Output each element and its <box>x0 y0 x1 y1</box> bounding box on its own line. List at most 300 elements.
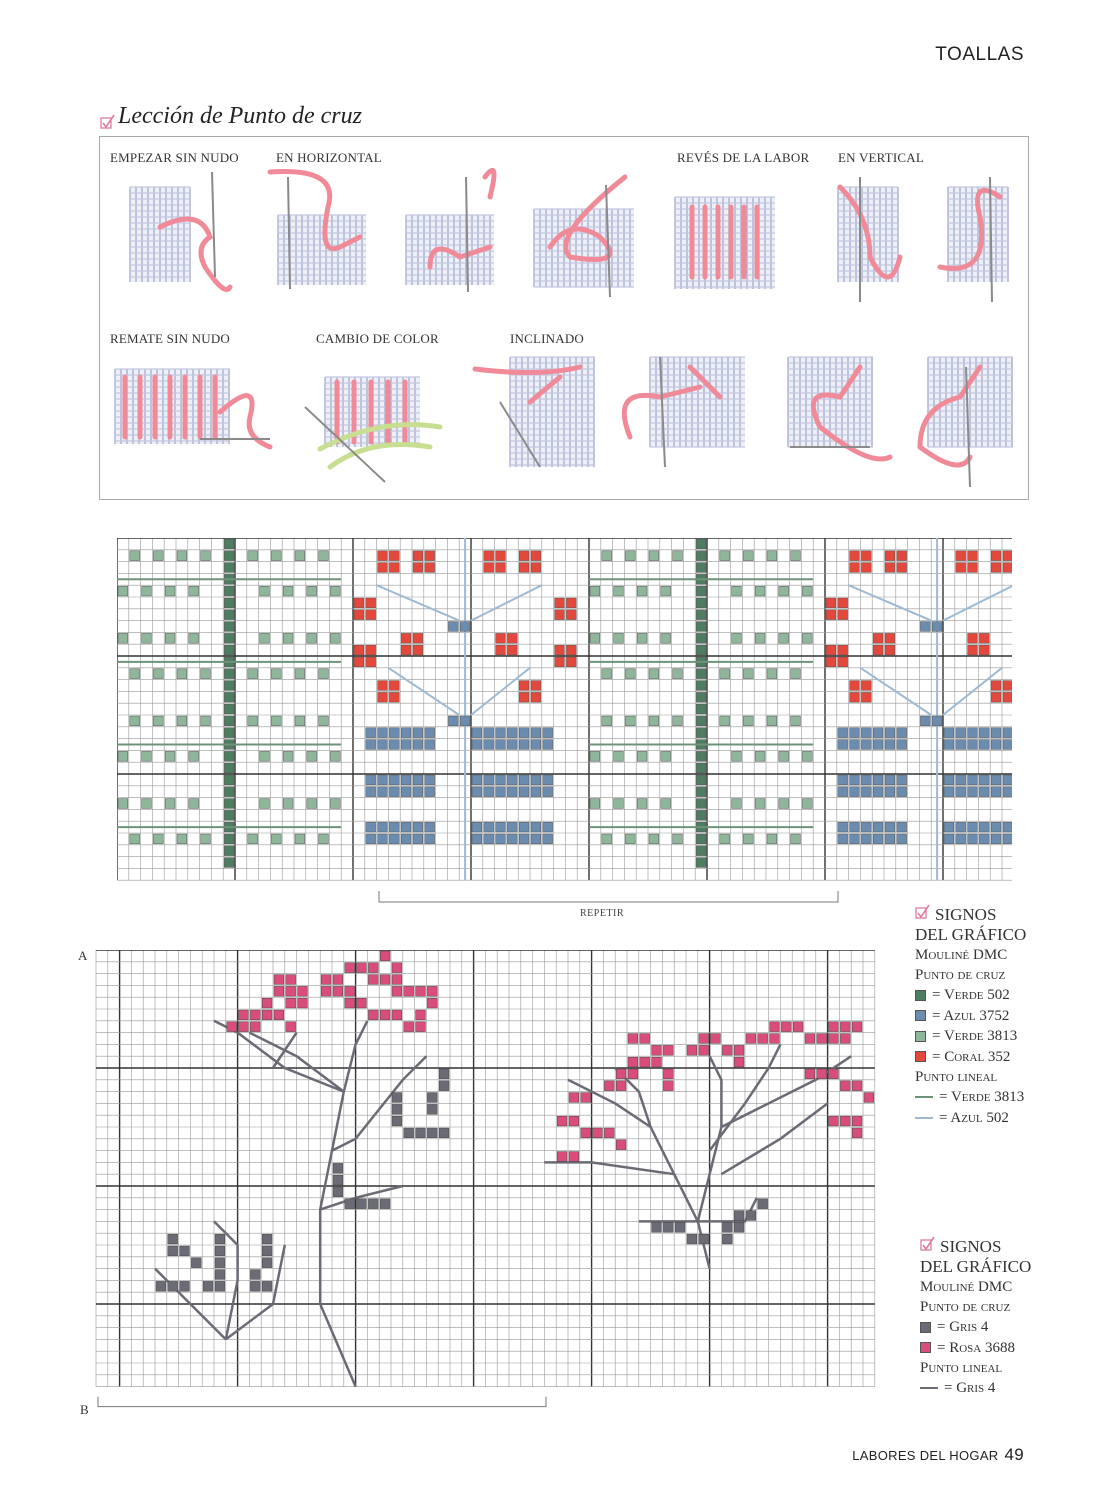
stitch-gris4 <box>392 1116 402 1126</box>
stitch-verde3813 <box>614 633 624 643</box>
stitch-verde3813 <box>802 586 812 596</box>
stitch-azul3752 <box>378 728 388 738</box>
stitch-azul3752 <box>838 728 848 738</box>
stitch-gris4 <box>262 1258 272 1268</box>
stitch-rosa3688 <box>852 1116 862 1126</box>
legend1-line: = Azul 502 <box>939 1109 1009 1126</box>
stitch-azul3752 <box>968 787 978 797</box>
stitch-verde3813 <box>295 834 305 844</box>
stitch-rosa3688 <box>286 1022 296 1032</box>
legend2-brand: Mouliné DMC <box>920 1279 1013 1295</box>
stitch-rosa3688 <box>722 1045 732 1055</box>
stitch-rosa3688 <box>711 1034 721 1044</box>
stitch-azul3752 <box>850 822 860 832</box>
stitch-gris4 <box>427 1104 437 1114</box>
stitch-verde3813 <box>177 551 187 561</box>
stitch-azul3752 <box>897 740 907 750</box>
backstitch-azul <box>377 585 460 620</box>
stitch-rosa3688 <box>321 986 331 996</box>
stitch-verde3813 <box>295 551 305 561</box>
stitch-verde3813 <box>791 834 801 844</box>
stitch-verde3813 <box>271 669 281 679</box>
stitch-rosa3688 <box>734 1045 744 1055</box>
stitch-gris4 <box>180 1281 190 1291</box>
stitch-coral352 <box>555 657 565 667</box>
stitch-azul3752 <box>956 775 966 785</box>
stitch-coral352 <box>850 551 860 561</box>
stitch-verde3813 <box>614 799 624 809</box>
stitch-azul3752 <box>531 822 541 832</box>
stitch-azul3752 <box>507 834 517 844</box>
stitch-verde3813 <box>153 716 163 726</box>
stitch-coral352 <box>956 551 966 561</box>
stitch-azul3752 <box>968 834 978 844</box>
stitch-verde3813 <box>248 669 258 679</box>
stitch-verde502 <box>224 586 234 596</box>
legend2-item: = Rosa 3688 <box>937 1339 1015 1356</box>
stitch-gris4 <box>663 1222 673 1232</box>
stitch-verde3813 <box>130 551 140 561</box>
stitch-verde502 <box>696 787 706 797</box>
stitch-coral352 <box>354 657 364 667</box>
stitch-azul3752 <box>378 775 388 785</box>
legend1-line: = Verde 3813 <box>939 1089 1025 1105</box>
stitch-rosa3688 <box>427 998 437 1008</box>
stitch-verde3813 <box>661 799 671 809</box>
axis-label-a: A <box>78 948 88 963</box>
stitch-rosa3688 <box>628 1057 638 1067</box>
stitch-azul3752 <box>897 834 907 844</box>
stitch-verde502 <box>696 681 706 691</box>
stitch-rosa3688 <box>616 1069 626 1079</box>
stitch-coral352 <box>401 633 411 643</box>
stitch-rosa3688 <box>380 975 390 985</box>
stitch-azul3752 <box>484 740 494 750</box>
line-azul502 <box>915 1117 933 1119</box>
stitch-verde502 <box>224 775 234 785</box>
stitch-azul3752 <box>861 740 871 750</box>
stitch-azul3752 <box>1003 740 1012 750</box>
stitch-azul3752 <box>448 622 458 632</box>
stitch-azul3752 <box>956 787 966 797</box>
step-label-empezar: EMPEZAR SIN NUDO <box>110 150 239 165</box>
stitch-verde3813 <box>802 751 812 761</box>
stitch-gris4 <box>345 1199 355 1209</box>
stitch-gris4 <box>427 1093 437 1103</box>
stitch-verde3813 <box>767 834 777 844</box>
stitch-rosa3688 <box>852 1128 862 1138</box>
stitch-azul3752 <box>472 740 482 750</box>
stitch-verde3813 <box>590 799 600 809</box>
stitch-coral352 <box>366 610 376 620</box>
stitch-azul3752 <box>944 728 954 738</box>
stitch-coral352 <box>519 551 529 561</box>
symbol-rosa3688 <box>920 1342 931 1353</box>
stitch-rosa3688 <box>805 1034 815 1044</box>
stitch-rosa3688 <box>298 998 308 1008</box>
stitch-gris4 <box>392 1104 402 1114</box>
stitch-rosa3688 <box>593 1128 603 1138</box>
legend1-heading2: DEL GRÁFICO <box>915 925 1027 944</box>
stitch-gris4 <box>215 1270 225 1280</box>
stitch-azul3752 <box>531 787 541 797</box>
stitch-verde3813 <box>732 633 742 643</box>
stitch-verde502 <box>224 563 234 573</box>
stitch-verde3813 <box>189 633 199 643</box>
stitch-coral352 <box>826 598 836 608</box>
stitch-gris4 <box>215 1281 225 1291</box>
stitch-coral352 <box>496 563 506 573</box>
stitch-verde502 <box>696 704 706 714</box>
stitch-azul3752 <box>389 787 399 797</box>
stitch-azul3752 <box>1003 834 1012 844</box>
stitch-verde3813 <box>779 633 789 643</box>
stitch-rosa3688 <box>298 986 308 996</box>
stitch-verde3813 <box>673 834 683 844</box>
stitch-gris4 <box>734 1211 744 1221</box>
stitch-rosa3688 <box>840 1081 850 1091</box>
stitch-coral352 <box>873 645 883 655</box>
stitch-rosa3688 <box>392 1010 402 1020</box>
stitch-azul3752 <box>401 728 411 738</box>
legend1-brand: Mouliné DMC <box>915 947 1008 963</box>
check-icon <box>915 904 931 925</box>
stitch-gris4 <box>675 1222 685 1232</box>
stitch-rosa3688 <box>286 986 296 996</box>
legend2-heading1: SIGNOS <box>940 1236 1002 1256</box>
stitch-coral352 <box>531 551 541 561</box>
stitch-verde3813 <box>260 751 270 761</box>
stitch-rosa3688 <box>829 1034 839 1044</box>
stitch-coral352 <box>425 551 435 561</box>
legend2-cross: Punto de cruz <box>920 1299 1011 1315</box>
stitch-azul3752 <box>897 787 907 797</box>
stitch-verde3813 <box>165 633 175 643</box>
bracket-ab <box>98 1397 546 1407</box>
stitch-coral352 <box>991 681 1001 691</box>
lesson-illustrations <box>100 137 1028 499</box>
stitch-gris4 <box>203 1281 213 1291</box>
stitch-gris4 <box>652 1222 662 1232</box>
stitch-rosa3688 <box>581 1093 591 1103</box>
stitch-coral352 <box>885 563 895 573</box>
stitch-verde3813 <box>130 669 140 679</box>
stitch-azul3752 <box>413 728 423 738</box>
stitch-verde3813 <box>142 633 152 643</box>
stitch-coral352 <box>838 598 848 608</box>
stitch-verde3813 <box>307 633 317 643</box>
stitch-verde502 <box>696 858 706 868</box>
legend1-item: = Azul 3752 <box>932 1007 1010 1024</box>
stitch-azul3752 <box>850 775 860 785</box>
stitch-azul3752 <box>425 822 435 832</box>
stitch-coral352 <box>991 563 1001 573</box>
stitch-coral352 <box>991 551 1001 561</box>
stitch-rosa3688 <box>817 1034 827 1044</box>
stitch-coral352 <box>979 633 989 643</box>
check-icon <box>920 1236 936 1257</box>
stitch-verde3813 <box>189 586 199 596</box>
stitch-azul3752 <box>413 822 423 832</box>
stitch-azul3752 <box>484 834 494 844</box>
stitch-azul3752 <box>885 787 895 797</box>
stitch-coral352 <box>425 563 435 573</box>
stitch-verde3813 <box>720 716 730 726</box>
stitch-azul3752 <box>873 775 883 785</box>
stitch-coral352 <box>389 681 399 691</box>
stitch-azul3752 <box>991 787 1001 797</box>
stitch-azul3752 <box>413 740 423 750</box>
stitch-coral352 <box>531 563 541 573</box>
stitch-azul3752 <box>472 787 482 797</box>
stitch-azul3752 <box>401 834 411 844</box>
stitch-verde3813 <box>590 633 600 643</box>
symbol-gris4 <box>920 1322 931 1333</box>
stitch-verde502 <box>224 633 234 643</box>
stitch-gris4 <box>168 1234 178 1244</box>
stitch-rosa3688 <box>416 1022 426 1032</box>
stitch-azul3752 <box>543 728 553 738</box>
stitch-verde3813 <box>743 716 753 726</box>
stitch-rosa3688 <box>852 1081 862 1091</box>
stitch-azul3752 <box>956 740 966 750</box>
stitch-gris4 <box>262 1281 272 1291</box>
stitch-rosa3688 <box>746 1034 756 1044</box>
stitch-rosa3688 <box>699 1045 709 1055</box>
stitch-gris4 <box>439 1081 449 1091</box>
stitch-verde3813 <box>295 669 305 679</box>
stitch-rosa3688 <box>604 1128 614 1138</box>
stitch-coral352 <box>838 610 848 620</box>
stitch-azul3752 <box>838 740 848 750</box>
stitch-azul3752 <box>850 728 860 738</box>
stitch-gris4 <box>156 1281 166 1291</box>
stitch-rosa3688 <box>628 1069 638 1079</box>
stitch-rosa3688 <box>262 1010 272 1020</box>
stitch-azul3752 <box>519 822 529 832</box>
stitch-azul3752 <box>932 622 942 632</box>
stitch-azul3752 <box>472 834 482 844</box>
stitch-verde3813 <box>732 751 742 761</box>
stitch-azul3752 <box>920 716 930 726</box>
stitch-verde3813 <box>637 586 647 596</box>
legend1-cross: Punto de cruz <box>915 967 1006 983</box>
stitch-coral352 <box>873 633 883 643</box>
stitch-azul3752 <box>401 787 411 797</box>
stitch-verde502 <box>224 834 234 844</box>
stitch-azul3752 <box>496 787 506 797</box>
stitch-verde3813 <box>283 799 293 809</box>
stitch-coral352 <box>850 681 860 691</box>
stitch-verde3813 <box>330 586 340 596</box>
stitch-rosa3688 <box>274 975 284 985</box>
stitch-verde3813 <box>118 586 128 596</box>
stitch-azul3752 <box>838 822 848 832</box>
stitch-verde3813 <box>260 586 270 596</box>
stitch-verde502 <box>696 763 706 773</box>
stitch-verde502 <box>224 551 234 561</box>
stitch-verde3813 <box>307 799 317 809</box>
stitch-azul3752 <box>389 822 399 832</box>
stitch-azul3752 <box>956 822 966 832</box>
stitch-azul3752 <box>944 740 954 750</box>
stitch-azul3752 <box>496 822 506 832</box>
stitch-coral352 <box>885 551 895 561</box>
legend1-item: = Coral 352 <box>932 1048 1011 1065</box>
stitch-rosa3688 <box>557 1152 567 1162</box>
stitch-verde3813 <box>637 633 647 643</box>
stitch-rosa3688 <box>793 1022 803 1032</box>
stitch-verde502 <box>224 751 234 761</box>
stitch-rosa3688 <box>781 1022 791 1032</box>
stitch-rosa3688 <box>817 1069 827 1079</box>
stitch-verde502 <box>696 610 706 620</box>
stitch-rosa3688 <box>392 986 402 996</box>
repeat-bracket <box>378 890 840 906</box>
stitch-azul3752 <box>897 728 907 738</box>
stitch-azul3752 <box>484 787 494 797</box>
stitch-coral352 <box>968 633 978 643</box>
stitch-verde502 <box>224 610 234 620</box>
stitch-coral352 <box>826 645 836 655</box>
legend1-line-title: Punto lineal <box>915 1069 998 1085</box>
stitch-gris4 <box>215 1258 225 1268</box>
stitch-gris4 <box>722 1222 732 1232</box>
stitch-azul3752 <box>425 787 435 797</box>
stitch-gris4 <box>734 1222 744 1232</box>
stitch-rosa3688 <box>557 1116 567 1126</box>
stitch-verde3813 <box>201 834 211 844</box>
symbol-verde502 <box>915 990 926 1001</box>
stitch-verde3813 <box>319 551 329 561</box>
stitch-rosa3688 <box>321 975 331 985</box>
repeat-label: REPETIR <box>580 908 625 919</box>
symbol-coral352 <box>915 1051 926 1062</box>
thread <box>330 445 430 468</box>
stitch-verde3813 <box>283 751 293 761</box>
stitch-coral352 <box>861 681 871 691</box>
stitch-verde3813 <box>319 669 329 679</box>
stitch-azul3752 <box>944 775 954 785</box>
stitch-verde3813 <box>330 799 340 809</box>
stitch-coral352 <box>413 645 423 655</box>
stitch-gris4 <box>687 1234 697 1244</box>
stitch-rosa3688 <box>616 1140 626 1150</box>
stitch-verde502 <box>696 563 706 573</box>
stitch-verde3813 <box>142 799 152 809</box>
stitch-azul3752 <box>932 716 942 726</box>
stitch-azul3752 <box>472 775 482 785</box>
grid <box>96 950 875 1387</box>
stitch-verde502 <box>696 716 706 726</box>
step-label-cambio: CAMBIO DE COLOR <box>316 331 439 346</box>
stitch-azul3752 <box>838 775 848 785</box>
stitch-verde3813 <box>755 586 765 596</box>
stitch-azul3752 <box>531 740 541 750</box>
stitch-verde3813 <box>602 716 612 726</box>
stitch-azul3752 <box>413 834 423 844</box>
stitch-rosa3688 <box>392 963 402 973</box>
legend2-line-title: Punto lineal <box>920 1360 1003 1376</box>
stitch-azul3752 <box>873 740 883 750</box>
stitch-coral352 <box>968 645 978 655</box>
stitch-coral352 <box>826 610 836 620</box>
stitch-coral352 <box>897 551 907 561</box>
stitch-coral352 <box>861 692 871 702</box>
stitch-azul3752 <box>496 775 506 785</box>
stitch-verde3813 <box>649 716 659 726</box>
stitch-coral352 <box>979 645 989 655</box>
needle-icon <box>212 172 215 277</box>
stitch-azul3752 <box>543 822 553 832</box>
stitch-azul3752 <box>838 787 848 797</box>
stitch-azul3752 <box>366 834 376 844</box>
stitch-verde3813 <box>307 586 317 596</box>
stitch-azul3752 <box>991 775 1001 785</box>
stitch-azul3752 <box>460 716 470 726</box>
stitch-azul3752 <box>991 834 1001 844</box>
stitch-verde502 <box>224 539 234 549</box>
flower-chart <box>94 950 884 1420</box>
stitch-coral352 <box>956 563 966 573</box>
stitch-verde3813 <box>189 751 199 761</box>
stitch-verde3813 <box>791 716 801 726</box>
stitch-verde3813 <box>802 633 812 643</box>
stitch-verde502 <box>224 692 234 702</box>
stitch-azul3752 <box>1003 787 1012 797</box>
stitch-coral352 <box>378 692 388 702</box>
stitch-azul3752 <box>979 787 989 797</box>
stitch-azul3752 <box>944 834 954 844</box>
stitch-azul3752 <box>366 787 376 797</box>
stitch-azul3752 <box>507 775 517 785</box>
stitch-coral352 <box>354 645 364 655</box>
stitch-verde3813 <box>271 551 281 561</box>
stitch-coral352 <box>885 633 895 643</box>
stitch-rosa3688 <box>227 1022 237 1032</box>
stitch-azul3752 <box>519 728 529 738</box>
stitch-verde3813 <box>755 633 765 643</box>
stitch-gris4 <box>250 1281 260 1291</box>
stitch-azul3752 <box>507 740 517 750</box>
stitch-verde502 <box>224 728 234 738</box>
stitch-verde3813 <box>590 751 600 761</box>
stitch-azul3752 <box>389 775 399 785</box>
stitch-verde3813 <box>330 751 340 761</box>
stitch-verde502 <box>224 810 234 820</box>
stitch-verde502 <box>696 751 706 761</box>
stitch-rosa3688 <box>345 963 355 973</box>
stitch-verde3813 <box>743 669 753 679</box>
fabric-swatch <box>278 215 366 285</box>
stitch-azul3752 <box>897 775 907 785</box>
stitch-verde3813 <box>295 716 305 726</box>
stitch-verde502 <box>224 704 234 714</box>
stitch-azul3752 <box>873 728 883 738</box>
stitch-verde3813 <box>319 834 329 844</box>
towel-border-chart <box>117 538 1012 884</box>
stitch-verde3813 <box>649 834 659 844</box>
stitch-rosa3688 <box>829 1069 839 1079</box>
stitch-coral352 <box>1003 563 1012 573</box>
stitch-rosa3688 <box>404 986 414 996</box>
stitch-azul3752 <box>401 775 411 785</box>
stitch-verde3813 <box>767 551 777 561</box>
stitch-rosa3688 <box>239 1010 249 1020</box>
stitch-azul3752 <box>519 740 529 750</box>
stitch-gris4 <box>333 1187 343 1197</box>
stitch-azul3752 <box>979 834 989 844</box>
